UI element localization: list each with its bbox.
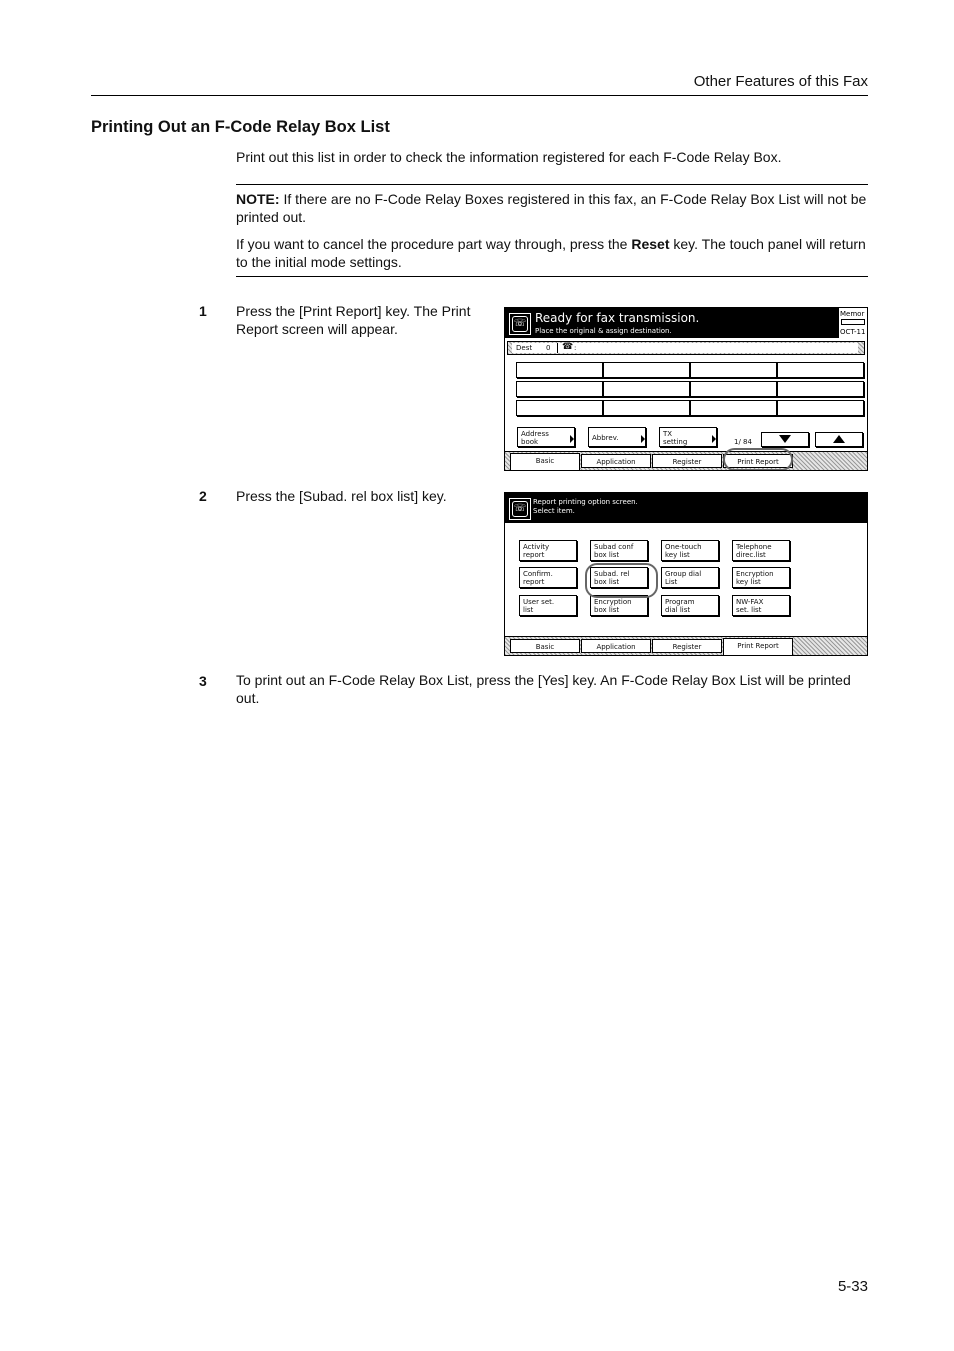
tx-setting-button[interactable]: TX setting xyxy=(659,427,717,447)
screen-title-bar xyxy=(505,308,867,338)
highlight-circle xyxy=(723,448,793,471)
nw-fax-set-list-button[interactable]: NW-FAX set. list xyxy=(732,595,790,616)
screen-title: Ready for fax transmission. xyxy=(535,311,700,325)
step-text-1: Press the [Print Report] key. The Print Report screen will appear. xyxy=(236,303,471,337)
scroll-up-button[interactable] xyxy=(815,432,863,447)
dest-slot[interactable] xyxy=(516,400,603,416)
activity-report-button[interactable]: Activity report xyxy=(519,540,577,561)
page-number: 5-33 xyxy=(837,1278,868,1295)
step-number-1: 1 xyxy=(199,303,207,319)
dest-label: Dest xyxy=(516,344,533,352)
step-text-3: To print out an F-Code Relay Box List, press the [Yes] key. An F-Code Relay Box List will be printed out. xyxy=(236,672,851,706)
tab-basic[interactable]: Basic xyxy=(510,453,580,470)
dest-separator: 0 xyxy=(546,344,551,352)
user-set-list-button[interactable]: User set. list xyxy=(519,595,577,616)
tab-bar xyxy=(505,636,867,655)
dest-slot[interactable] xyxy=(690,362,777,378)
triangle-up-icon xyxy=(833,435,845,443)
step-number-3: 3 xyxy=(199,673,207,689)
memory-label: Memor xyxy=(840,310,865,318)
report-option-screen xyxy=(504,492,868,656)
step-number-2: 2 xyxy=(199,488,207,504)
dest-slot[interactable] xyxy=(516,381,603,397)
memory-indicator xyxy=(839,308,867,338)
arrow-right-icon xyxy=(641,435,645,443)
reset-key-name: Reset xyxy=(631,236,670,252)
tab-basic[interactable]: Basic xyxy=(510,639,580,653)
one-touch-key-list-button[interactable]: One-touch key list xyxy=(661,540,719,561)
arrow-right-icon xyxy=(712,435,716,443)
intro-paragraph: Print out this list in order to check the information registered for each F-Code Relay Box. xyxy=(236,149,782,165)
screen-subtitle: Place the original & assign destination. xyxy=(535,327,672,335)
section-title: Printing Out an F-Code Relay Box List xyxy=(91,118,390,136)
fax-icon: ☏ xyxy=(509,498,531,520)
subad-rel-box-list-button[interactable]: Subad. rel box list xyxy=(590,567,648,588)
highlight-circle xyxy=(585,563,658,598)
note-text-1: If there are no F-Code Relay Boxes registered in this fax, an F-Code Relay Box List will not be printed out. xyxy=(236,191,867,225)
dest-slot[interactable] xyxy=(690,400,777,416)
tab-print-report[interactable]: Print Report xyxy=(723,454,793,468)
abbrev-button[interactable]: Abbrev. xyxy=(588,427,646,447)
note-text-2c: key. The touch panel will return to the initial mode settings. xyxy=(236,236,866,270)
tab-application[interactable]: Application xyxy=(581,639,651,653)
phone-colon: : xyxy=(574,344,577,352)
dest-slot[interactable] xyxy=(603,381,690,397)
dest-slot[interactable] xyxy=(690,381,777,397)
screen-title-bar xyxy=(505,493,867,523)
tab-register[interactable]: Register xyxy=(652,639,722,653)
tab-application[interactable]: Application xyxy=(581,454,651,468)
note-label: NOTE: xyxy=(236,191,280,207)
dest-divider xyxy=(557,343,558,353)
tab-print-report[interactable]: Print Report xyxy=(723,638,793,655)
dest-slot[interactable] xyxy=(516,362,603,378)
arrow-right-icon xyxy=(570,435,574,443)
encryption-box-list-button[interactable]: Encryption box list xyxy=(590,595,648,616)
subad-conf-box-list-button[interactable]: Subad conf box list xyxy=(590,540,648,561)
date-label: OCT-11 xyxy=(840,328,866,336)
dest-slot[interactable] xyxy=(603,400,690,416)
tab-bar xyxy=(505,451,867,470)
triangle-down-icon xyxy=(779,435,791,443)
page-counter: 1/ 84 xyxy=(734,438,752,446)
telephone-direc-list-button[interactable]: Telephone direc.list xyxy=(732,540,790,561)
dest-slot[interactable] xyxy=(777,400,864,416)
memory-gauge xyxy=(841,319,865,325)
dest-slot[interactable] xyxy=(777,381,864,397)
note-paragraph-1 xyxy=(236,190,868,226)
dest-slot[interactable] xyxy=(603,362,690,378)
fax-icon: ☏ xyxy=(509,313,531,335)
header-rule xyxy=(91,95,868,96)
dest-slot[interactable] xyxy=(777,362,864,378)
fax-ready-screen xyxy=(504,307,868,471)
confirm-report-button[interactable]: Confirm. report xyxy=(519,567,577,588)
phone-icon: ☎ xyxy=(562,342,574,352)
group-dial-list-button[interactable]: Group dial List xyxy=(661,567,719,588)
screen-title-line-1: Report printing option screen. xyxy=(533,498,638,506)
scroll-down-button[interactable] xyxy=(761,432,809,447)
step-text-2: Press the [Subad. rel box list] key. xyxy=(236,488,447,504)
tab-register[interactable]: Register xyxy=(652,454,722,468)
note-paragraph-2 xyxy=(236,235,868,271)
note-text-2a: If you want to cancel the procedure part way through, press the xyxy=(236,236,632,252)
running-header: Other Features of this Fax xyxy=(693,73,868,90)
encryption-key-list-button[interactable]: Encryption key list xyxy=(732,567,790,588)
destination-bar xyxy=(507,341,865,355)
program-dial-list-button[interactable]: Program dial list xyxy=(661,595,719,616)
note-box xyxy=(236,184,868,277)
destination-field xyxy=(512,343,858,353)
address-book-button[interactable]: Address book xyxy=(517,427,575,447)
screen-title-line-2: Select item. xyxy=(533,507,575,515)
